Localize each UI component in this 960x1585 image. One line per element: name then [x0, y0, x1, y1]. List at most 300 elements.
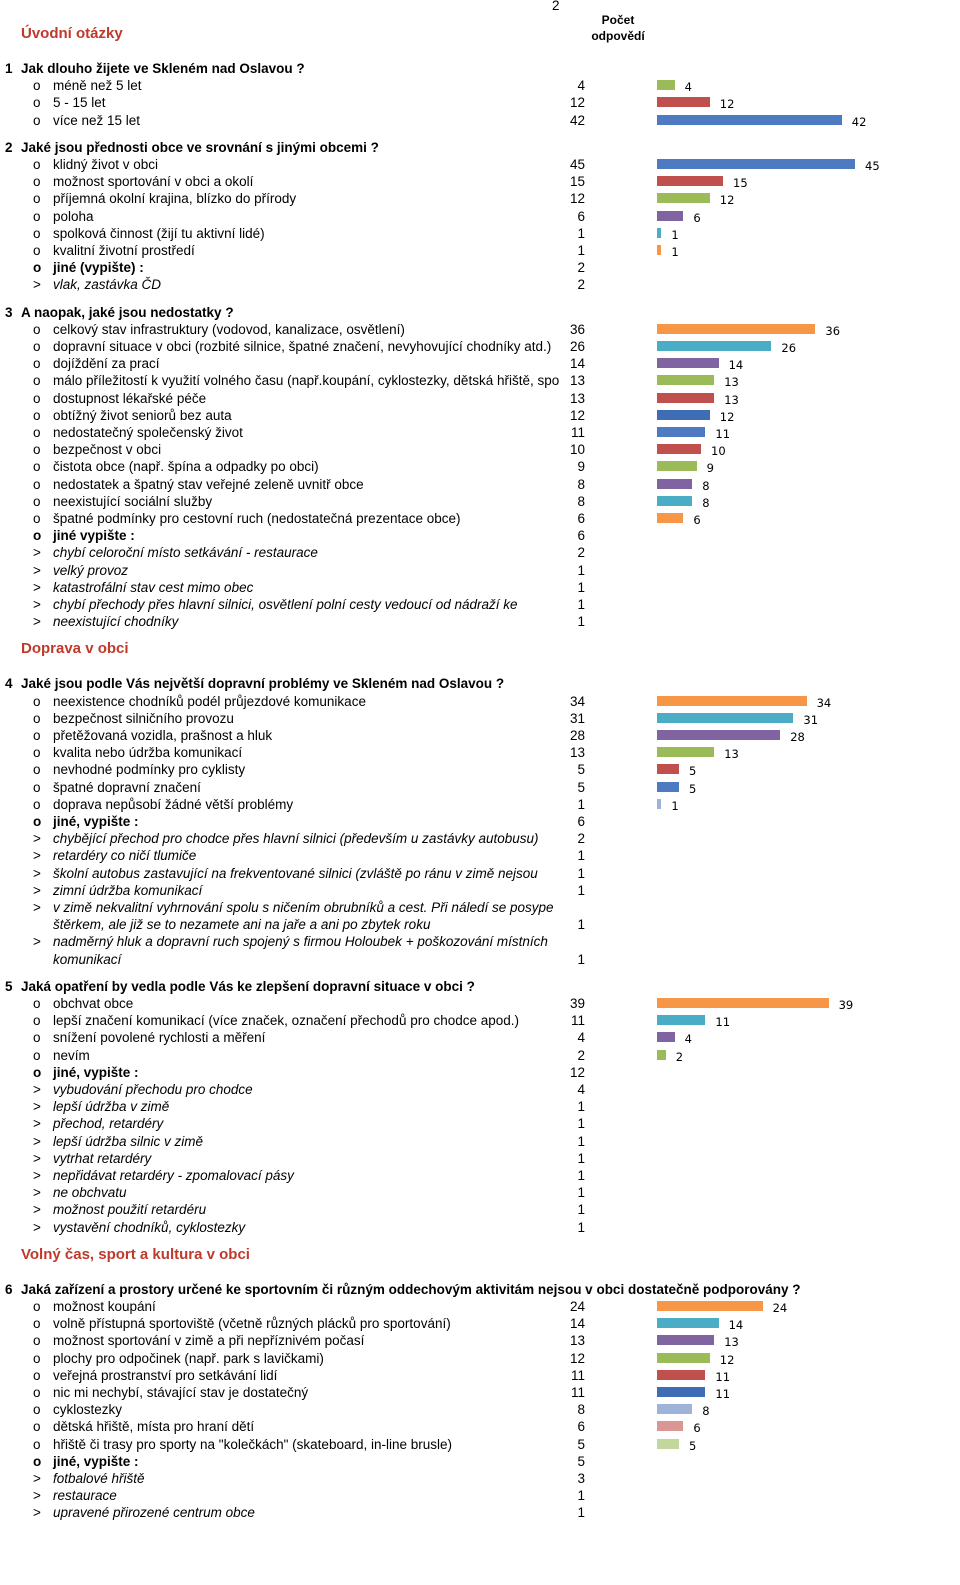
comment-label: ne obchvatu	[53, 1185, 127, 1201]
answer-label: špatné podmínky pro cestovní ruch (nedostatečná prezentace obce)	[53, 511, 461, 526]
bar	[657, 1032, 675, 1042]
bar	[657, 1421, 683, 1431]
comment-label: nadměrný hluk a dopravní ruch spojený s firmou Holoubek + poškozování místních	[53, 934, 548, 950]
answer-count: 12	[569, 95, 585, 111]
bullet-marker: o	[33, 996, 41, 1011]
sub-marker: >	[33, 562, 41, 578]
sub-marker: >	[33, 900, 41, 915]
sub-marker: >	[33, 1185, 41, 1201]
answer-label: špatné dopravní značení	[53, 779, 201, 795]
answer-label: lepší značení komunikací (více značek, označení přechodů pro chodce apod.)	[53, 1013, 520, 1029]
answer-count: 1	[577, 1133, 585, 1149]
bullet-marker: o	[33, 1333, 41, 1349]
answer-count: 15	[569, 174, 585, 190]
answer-count: 14	[569, 1316, 585, 1332]
sub-marker: >	[33, 579, 41, 595]
answer-count: 5	[577, 779, 585, 795]
answer-count: 1	[577, 614, 585, 630]
answer-count: 3	[577, 1471, 585, 1486]
answer-count: 11	[570, 1385, 585, 1400]
comment-label: neexistující chodníky	[53, 614, 179, 630]
answer-count: 1	[577, 1116, 585, 1132]
bullet-marker: o	[33, 1013, 41, 1029]
bullet-marker: o	[33, 425, 41, 440]
sub-marker: >	[33, 545, 41, 561]
answer-count: 6	[577, 814, 585, 829]
bullet-marker: o	[33, 1047, 41, 1063]
bar	[657, 375, 714, 385]
bar-value-label: 1	[671, 798, 679, 813]
question-number: 1	[5, 61, 13, 76]
answer-count: 5	[577, 762, 585, 778]
answer-count: 1	[577, 1202, 585, 1218]
bar-value-label: 36	[825, 323, 841, 338]
other-label: jiné (vypište) :	[53, 260, 144, 276]
bar-value-label: 8	[702, 495, 710, 510]
answer-count: 1	[577, 917, 585, 933]
bar	[657, 713, 793, 723]
answer-label: snížení povolené rychlosti a měření	[53, 1030, 266, 1046]
answer-count: 4	[577, 1082, 585, 1097]
sub-marker: >	[33, 597, 41, 612]
bar	[657, 80, 675, 90]
answer-count: 8	[577, 1402, 585, 1418]
answer-count: 1	[577, 243, 585, 258]
sub-marker: >	[33, 848, 41, 864]
answer-count: 6	[577, 511, 585, 526]
comment-label: lepší údržba silnic v zimě	[53, 1133, 204, 1149]
answer-count: 8	[577, 476, 585, 492]
bar	[657, 747, 714, 757]
comment-label: v zimě nekvalitní vyhrnování spolu s ničením obrubníků a cest. Při náledí se posype	[53, 900, 554, 915]
answer-count: 5	[577, 1453, 585, 1469]
answer-label: dojíždění za prací	[53, 356, 160, 372]
answer-count: 13	[569, 1333, 585, 1349]
bullet-marker: o	[33, 528, 42, 544]
section-title: Úvodní otázky	[21, 25, 123, 42]
page-number: 2	[552, 0, 560, 13]
answer-label: veřejná prostranství pro setkávání lidí	[53, 1367, 278, 1383]
answer-count: 1	[577, 796, 585, 812]
answer-count: 2	[577, 260, 585, 276]
bar	[657, 696, 807, 706]
bullet-marker: o	[33, 762, 41, 778]
comment-label: vytrhat retardéry	[53, 1150, 152, 1166]
bar-value-label: 12	[719, 97, 735, 112]
comment-label: lepší údržba v zimě	[53, 1099, 170, 1115]
bullet-marker: o	[33, 693, 41, 709]
answer-count: 28	[569, 728, 585, 743]
bullet-marker: o	[33, 814, 42, 829]
bar-value-label: 8	[702, 478, 710, 493]
bar	[657, 782, 679, 792]
question-text: Jaká opatření by vedla podle Vás ke zlepšení dopravní situace v obci ?	[21, 978, 475, 994]
bar	[657, 427, 705, 437]
question-number: 3	[5, 304, 13, 320]
answer-count: 1	[577, 1168, 585, 1183]
bullet-marker: o	[33, 356, 41, 372]
answer-count: 1	[577, 597, 585, 612]
comment-label: fotbalové hřiště	[53, 1471, 145, 1486]
comment-label: velký provoz	[53, 562, 129, 578]
bar	[657, 1050, 666, 1060]
answer-count: 1	[577, 865, 585, 881]
answer-count: 2	[577, 1047, 585, 1063]
comment-label: upravené přirozené centrum obce	[53, 1505, 255, 1521]
bullet-marker: o	[33, 1402, 41, 1418]
answer-count: 13	[569, 390, 585, 406]
answer-label: dopravní situace v obci (rozbité silnice, špatné značení, nevyhovující chodníky atd.)	[53, 339, 552, 354]
bar	[657, 341, 771, 351]
sub-marker: >	[33, 1082, 41, 1097]
sub-marker: >	[33, 1219, 41, 1235]
bullet-marker: o	[33, 339, 41, 354]
bullet-marker: o	[33, 1385, 41, 1400]
bar	[657, 324, 815, 334]
bar-value-label: 26	[781, 341, 797, 355]
bar	[657, 799, 661, 809]
answer-count: 1	[577, 951, 585, 967]
bullet-marker: o	[33, 476, 41, 492]
bullet-marker: o	[33, 321, 41, 337]
bar	[657, 1318, 719, 1328]
count-column-header	[585, 12, 651, 44]
bar	[657, 115, 842, 125]
bullet-marker: o	[33, 511, 41, 526]
answer-count: 4	[577, 1030, 585, 1046]
answer-count: 13	[569, 373, 585, 389]
sub-marker: >	[33, 1116, 41, 1132]
sub-marker: >	[33, 614, 41, 630]
bullet-marker: o	[33, 174, 41, 190]
answer-label: možnost sportování v obci a okolí	[53, 174, 254, 190]
answer-count: 2	[577, 831, 585, 847]
sub-marker: >	[33, 1099, 41, 1115]
bullet-marker: o	[33, 779, 41, 795]
bar	[657, 410, 710, 420]
sub-marker: >	[33, 1488, 41, 1504]
answer-count: 6	[577, 528, 585, 544]
comment-label: zimní údržba komunikací	[53, 882, 203, 898]
bullet-marker: o	[33, 191, 41, 207]
comment-label: školní autobus zastavující na frekventované silnici (zvláště po ránu v zimě nejsou	[53, 865, 538, 881]
answer-count: 4	[577, 78, 585, 94]
bullet-marker: o	[33, 493, 41, 509]
question-text: Jak dlouho žijete ve Skleném nad Oslavou ?	[21, 61, 305, 76]
other-label: jiné, vypište :	[53, 1453, 139, 1469]
answer-label: obchvat obce	[53, 996, 134, 1011]
bar-value-label: 14	[728, 1318, 744, 1333]
bullet-marker: o	[33, 260, 42, 276]
bullet-marker: o	[33, 1453, 42, 1469]
answer-count: 12	[569, 1064, 585, 1080]
answer-count: 6	[577, 1419, 585, 1435]
answer-count: 2	[577, 277, 585, 293]
answer-label: příjemná okolní krajina, blízko do přírody	[53, 191, 297, 207]
answer-count: 36	[569, 321, 585, 337]
bullet-marker: o	[33, 112, 41, 128]
question-number: 5	[5, 978, 13, 994]
answer-count: 2	[577, 545, 585, 561]
answer-count: 11	[570, 1367, 585, 1383]
sub-marker: >	[33, 882, 41, 898]
bar-value-label: 1	[671, 227, 679, 242]
answer-label: poloha	[53, 208, 94, 224]
answer-count: 31	[569, 710, 585, 726]
bar-value-label: 13	[724, 1335, 739, 1350]
answer-label: nedostatečný společenský život	[53, 425, 243, 440]
answer-label: kvalitní životní prostředí	[53, 243, 195, 258]
bar-value-label: 13	[724, 747, 739, 762]
sub-marker: >	[33, 934, 41, 950]
bullet-marker: o	[33, 710, 41, 726]
answer-label: celkový stav infrastruktury (vodovod, kanalizace, osvětlení)	[53, 321, 405, 337]
bar	[657, 764, 679, 774]
sub-marker: >	[33, 1505, 41, 1521]
answer-count: 11	[570, 1013, 585, 1029]
answer-label: možnost koupání	[53, 1299, 156, 1314]
bar	[657, 393, 714, 403]
bar	[657, 1404, 692, 1414]
answer-label: čistota obce (např. špína a odpadky po obci)	[53, 459, 319, 475]
bar-value-label: 6	[693, 513, 701, 527]
question-number: 4	[5, 676, 13, 692]
comment-label: katastrofální stav cest mimo obec	[53, 579, 254, 595]
bar	[657, 358, 719, 368]
answer-count: 26	[569, 339, 585, 354]
answer-label: cyklostezky	[53, 1402, 123, 1418]
other-label: jiné vypište :	[53, 528, 135, 544]
bullet-marker: o	[33, 1350, 41, 1366]
bar-value-label: 5	[689, 764, 697, 779]
bar-value-label: 24	[772, 1301, 788, 1315]
bar-value-label: 15	[733, 176, 748, 191]
bullet-marker: o	[33, 157, 41, 172]
bar	[657, 1015, 705, 1025]
bar-value-label: 34	[816, 695, 832, 710]
comment-label: chybí celoroční místo setkávání - restaurace	[53, 545, 318, 561]
other-label: jiné, vypište :	[53, 1064, 139, 1080]
bar-value-label: 12	[719, 1352, 735, 1367]
bullet-marker: o	[33, 1419, 41, 1435]
bar	[657, 1387, 705, 1397]
sub-marker: >	[33, 1202, 41, 1218]
bar-value-label: 13	[724, 392, 739, 407]
comment-label: nepřidávat retardéry - zpomalovací pásy	[53, 1168, 294, 1183]
bullet-marker: o	[33, 1316, 41, 1332]
bullet-marker: o	[33, 373, 41, 389]
count-header-text: Počet odpovědí	[591, 13, 645, 43]
bar	[657, 1439, 679, 1449]
bar-value-label: 11	[715, 1015, 731, 1030]
bar-value-label: 11	[715, 427, 731, 441]
bar-value-label: 6	[693, 1421, 701, 1436]
question-text: Jaké jsou podle Vás největší dopravní problémy ve Skleném nad Oslavou ?	[21, 676, 505, 692]
answer-count: 1	[577, 1219, 585, 1235]
bullet-marker: o	[33, 1436, 41, 1452]
bar-value-label: 6	[693, 210, 701, 225]
answer-count: 1	[577, 579, 585, 595]
sub-marker: >	[33, 831, 41, 847]
comment-label: přechod, retardéry	[53, 1116, 164, 1132]
comment-label-line2: štěrkem, ale již se to nezamete ani na jaře a ani po zbytek roku	[53, 917, 431, 933]
bar	[657, 159, 855, 169]
bar	[657, 1370, 705, 1380]
other-label: jiné, vypište :	[53, 814, 139, 829]
bar-value-label: 14	[728, 358, 744, 373]
comment-label: vystavění chodníků, cyklostezky	[53, 1219, 246, 1235]
answer-label: možnost sportování v zimě a při nepříznivém počasí	[53, 1333, 365, 1349]
bar	[657, 193, 710, 203]
answer-count: 12	[569, 1350, 585, 1366]
bar-value-label: 12	[719, 409, 735, 424]
answer-count: 39	[569, 996, 585, 1011]
answer-count: 8	[577, 493, 585, 509]
bar	[657, 496, 692, 506]
answer-count: 12	[569, 191, 585, 207]
bullet-marker: o	[33, 1064, 42, 1080]
bar-value-label: 9	[706, 461, 714, 476]
comment-label: chybí přechody přes hlavní silnici, osvětlení polní cesty vedoucí od nádraží ke	[53, 597, 518, 612]
question-number: 2	[5, 139, 13, 155]
bullet-marker: o	[33, 407, 41, 423]
sub-marker: >	[33, 865, 41, 881]
bullet-marker: o	[33, 78, 41, 94]
answer-label: spolková činnost (žijí tu aktivní lidé)	[53, 225, 265, 241]
answer-label: nedostatek a špatný stav veřejné zeleně uvnitř obce	[53, 476, 364, 492]
answer-count: 1	[577, 1488, 585, 1504]
answer-count: 1	[577, 882, 585, 898]
answer-count: 10	[569, 442, 585, 458]
sub-marker: >	[33, 1168, 41, 1183]
bullet-marker: o	[33, 208, 41, 224]
comment-label: vlak, zastávka ČD	[53, 277, 162, 293]
answer-count: 11	[570, 425, 585, 440]
answer-label: bezpečnost silničního provozu	[53, 710, 234, 726]
answer-label: málo příležitostí k využití volného času (např.koupání, cyklostezky, dětská hřiště, spo	[53, 373, 560, 389]
answer-label: dostupnost lékařské péče	[53, 390, 207, 406]
answer-label: méně než 5 let	[53, 78, 142, 94]
bar-value-label: 1	[671, 245, 679, 259]
answer-label: obtížný život seniorů bez auta	[53, 407, 232, 423]
answer-count: 12	[569, 407, 585, 423]
section-title: Doprava v obci	[21, 640, 129, 658]
bullet-marker: o	[33, 225, 41, 241]
sub-marker: >	[33, 1150, 41, 1166]
bar-value-label: 39	[838, 998, 854, 1012]
bullet-marker: o	[33, 1367, 41, 1383]
answer-count: 45	[569, 157, 585, 172]
bar-value-label: 11	[715, 1387, 731, 1401]
bullet-marker: o	[33, 728, 41, 743]
answer-count: 34	[569, 693, 585, 709]
bar-value-label: 28	[790, 730, 805, 744]
bullet-marker: o	[33, 243, 41, 258]
bar	[657, 1353, 710, 1363]
answer-label: hřiště či trasy pro sporty na "kolečkách" (skateboard, in-line brusle)	[53, 1436, 453, 1452]
comment-label: chybějící přechod pro chodce přes hlavní silnici (především u zastávky autobusu)	[53, 831, 539, 847]
question-text: Jaká zařízení a prostory určené ke sportovním či různým oddechovým aktivitám nejsou v obci dostatečně podporovány ?	[21, 1281, 801, 1297]
bullet-marker: o	[33, 459, 41, 475]
bar-value-label: 8	[702, 1404, 710, 1419]
bar	[657, 245, 661, 255]
bullet-marker: o	[33, 796, 41, 812]
bar-value-label: 4	[684, 1032, 692, 1047]
question-number: 6	[5, 1281, 13, 1297]
bar-value-label: 13	[724, 375, 739, 390]
bar-value-label: 5	[689, 781, 697, 796]
answer-count: 1	[577, 1150, 585, 1166]
bullet-marker: o	[33, 442, 41, 458]
comment-label: retardéry co ničí tlumiče	[53, 848, 197, 864]
bar	[657, 211, 683, 221]
bar	[657, 461, 697, 471]
answer-label: dětská hřiště, místa pro hraní dětí	[53, 1419, 255, 1435]
answer-label: více než 15 let	[53, 112, 141, 128]
answer-count: 1	[577, 1099, 585, 1115]
answer-count: 1	[577, 1505, 585, 1521]
bar-value-label: 45	[865, 159, 880, 173]
bar-value-label: 2	[675, 1049, 684, 1064]
answer-label: nevhodné podmínky pro cyklisty	[53, 762, 246, 778]
answer-label: nevím	[53, 1047, 90, 1063]
bullet-marker: o	[33, 1030, 41, 1046]
answer-label: nic mi nechybí, stávající stav je dostatečný	[53, 1385, 309, 1400]
bar-value-label: 12	[719, 193, 735, 208]
bar	[657, 998, 829, 1008]
answer-count: 1	[577, 562, 585, 578]
bar-value-label: 4	[684, 80, 692, 95]
answer-count: 1	[577, 1185, 585, 1201]
answer-label: kvalita nebo údržba komunikací	[53, 745, 243, 761]
answer-label: bezpečnost v obci	[53, 442, 162, 458]
bullet-marker: o	[33, 390, 41, 406]
bar	[657, 97, 710, 107]
bar	[657, 176, 723, 186]
bar	[657, 1301, 763, 1311]
answer-label: volně přístupná sportoviště (včetně různých plácků pro sportování)	[53, 1316, 451, 1332]
answer-label: neexistence chodníků podél průjezdové komunikace	[53, 693, 366, 709]
section-title: Volný čas, sport a kultura v obci	[21, 1245, 250, 1263]
answer-count: 42	[569, 112, 585, 128]
answer-label: doprava nepůsobí žádné větší problémy	[53, 796, 294, 812]
question-text: A naopak, jaké jsou nedostatky ?	[21, 304, 234, 320]
bar	[657, 730, 780, 740]
sub-marker: >	[33, 277, 41, 293]
answer-label: 5 - 15 let	[53, 95, 106, 111]
bar	[657, 479, 692, 489]
comment-label: vybudování přechodu pro chodce	[53, 1082, 253, 1097]
answer-label: klidný život v obci	[53, 157, 159, 172]
answer-count: 5	[577, 1436, 585, 1452]
bar-value-label: 42	[851, 114, 867, 129]
answer-label: přetěžovaná vozidla, prašnost a hluk	[53, 728, 273, 743]
bar	[657, 444, 701, 454]
answer-count: 14	[569, 356, 585, 372]
answer-count: 13	[569, 745, 585, 761]
comment-label: restaurace	[53, 1488, 117, 1504]
comment-label: možnost použití retardéru	[53, 1202, 207, 1218]
bar-value-label: 11	[715, 1369, 731, 1384]
bar-value-label: 10	[711, 444, 726, 459]
bar	[657, 228, 661, 238]
answer-count: 1	[577, 848, 585, 864]
answer-count: 1	[577, 225, 585, 241]
bullet-marker: o	[33, 745, 41, 761]
bar-value-label: 5	[689, 1438, 697, 1453]
bar-value-label: 31	[803, 712, 819, 727]
comment-label-line2: komunikací	[53, 951, 122, 967]
